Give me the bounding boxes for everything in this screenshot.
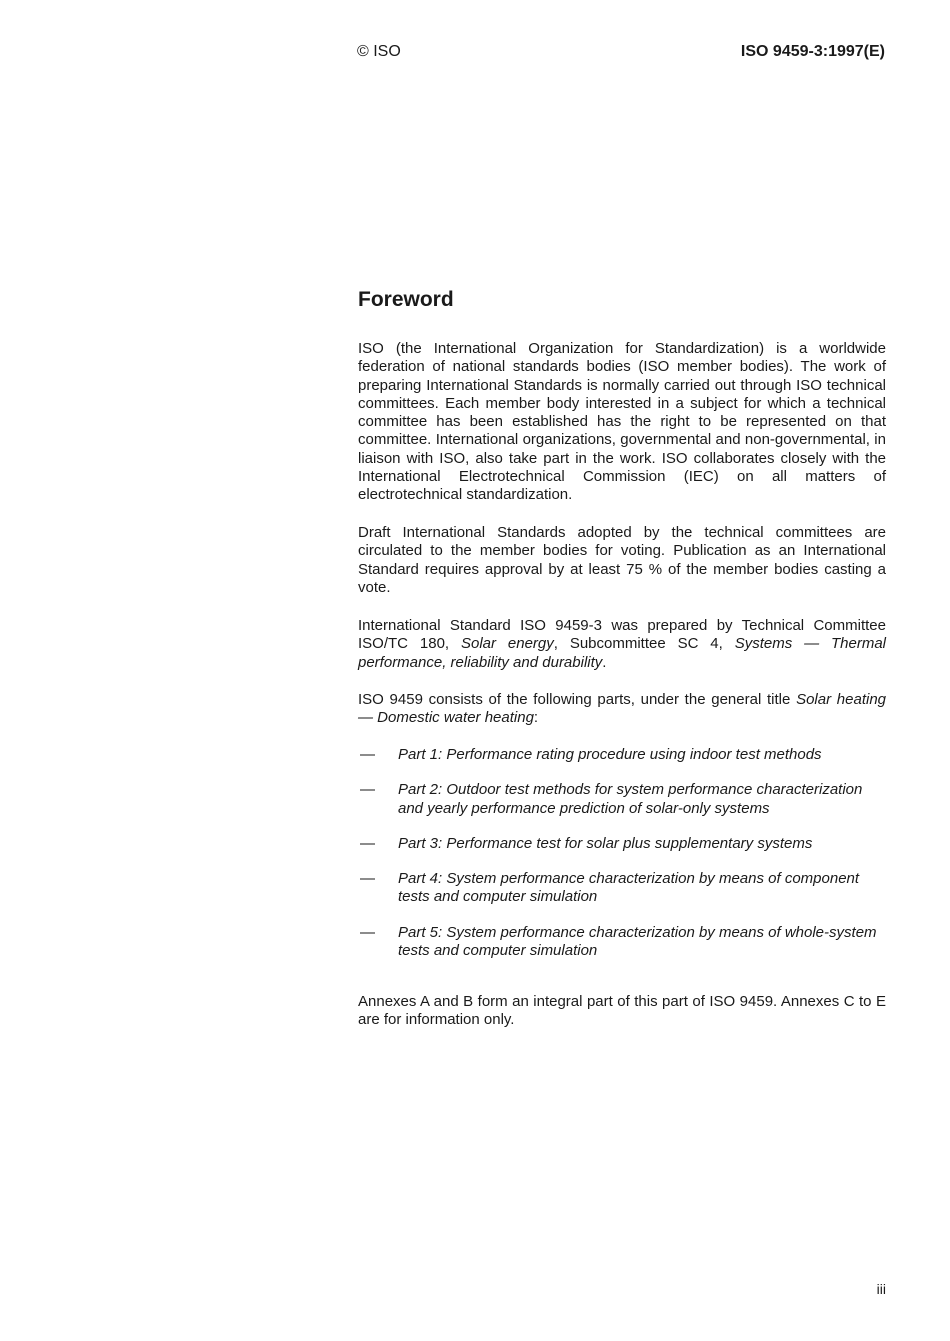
foreword-paragraph-draft-standards: Draft International Standards adopted by the technical committees are circulated to the member bodies for voting. Publication as an International Standard requires approval by at least 75 % of the member bodies casting a vote. [358, 524, 886, 596]
part-1-title: Part 1: Performance rating procedure using indoor test methods [398, 746, 822, 763]
preparation-text: International Standard ISO 9459-3 was prepared by Technical Committee ISO/TC 180, [358, 617, 886, 653]
part-3-title: Part 3: Performance test for solar plus supplementary systems [398, 834, 813, 852]
list-dash: — [360, 781, 375, 799]
foreword-paragraph-annexes: Annexes A and B form an integral part of this part of ISO 9459. Annexes C to E are for information only. [358, 993, 886, 1029]
part-2-title: Part 2: Outdoor test methods for system performance characterization and yearly performance prediction of solar-only systems [398, 781, 863, 817]
list-item [358, 746, 886, 764]
list-item [358, 835, 886, 853]
committee-title: Solar energy [460, 635, 554, 653]
subcommittee-text: , Subcommittee SC 4, [553, 635, 735, 653]
header-copyright: © ISO [357, 43, 401, 60]
page-number: iii [876, 1281, 886, 1297]
foreword-paragraph-preparation [358, 617, 886, 672]
parts-list [358, 746, 886, 977]
list-dash: — [360, 923, 375, 941]
part-4-title: Part 4: System performance characterization by means of component tests and computer simulation [398, 870, 860, 906]
page-title: Foreword [358, 288, 454, 311]
foreword-paragraph-iso-intro: ISO (the International Organization for Standardization) is a worldwide federation of national standards bodies (ISO member bodies). The work of preparing International Standards is normally carried out through ISO technical committees. Each member body interested in a subject for which a technical committee has been established has the right to be represented on that committee. International organizations, governmental and non-governmental, in liaison with ISO, also take part in the work. ISO collaborates closely with the International Electrotechnical Commission (IEC) on all matters of electrotechnical standardization. [358, 340, 886, 504]
list-item [358, 870, 886, 907]
parts-intro-colon: : [533, 709, 539, 727]
list-dash: — [360, 746, 375, 763]
part-5-title: Part 5: System performance characterization by means of whole-system tests and computer simulation [398, 923, 877, 960]
list-item [358, 781, 886, 818]
header-document-id: ISO 9459-3:1997(E) [740, 43, 885, 60]
list-dash: — [360, 834, 375, 852]
list-item [358, 924, 886, 961]
parts-intro-text: ISO 9459 consists of the following parts, under the general title [358, 691, 797, 708]
foreword-paragraph-parts-intro [358, 691, 886, 728]
list-dash: — [360, 870, 375, 888]
general-title: Solar heating — Domestic water heating [358, 691, 887, 727]
subcommittee-title: Systems — Thermal performance, reliability and durability [358, 635, 886, 671]
preparation-period: . [602, 653, 607, 671]
